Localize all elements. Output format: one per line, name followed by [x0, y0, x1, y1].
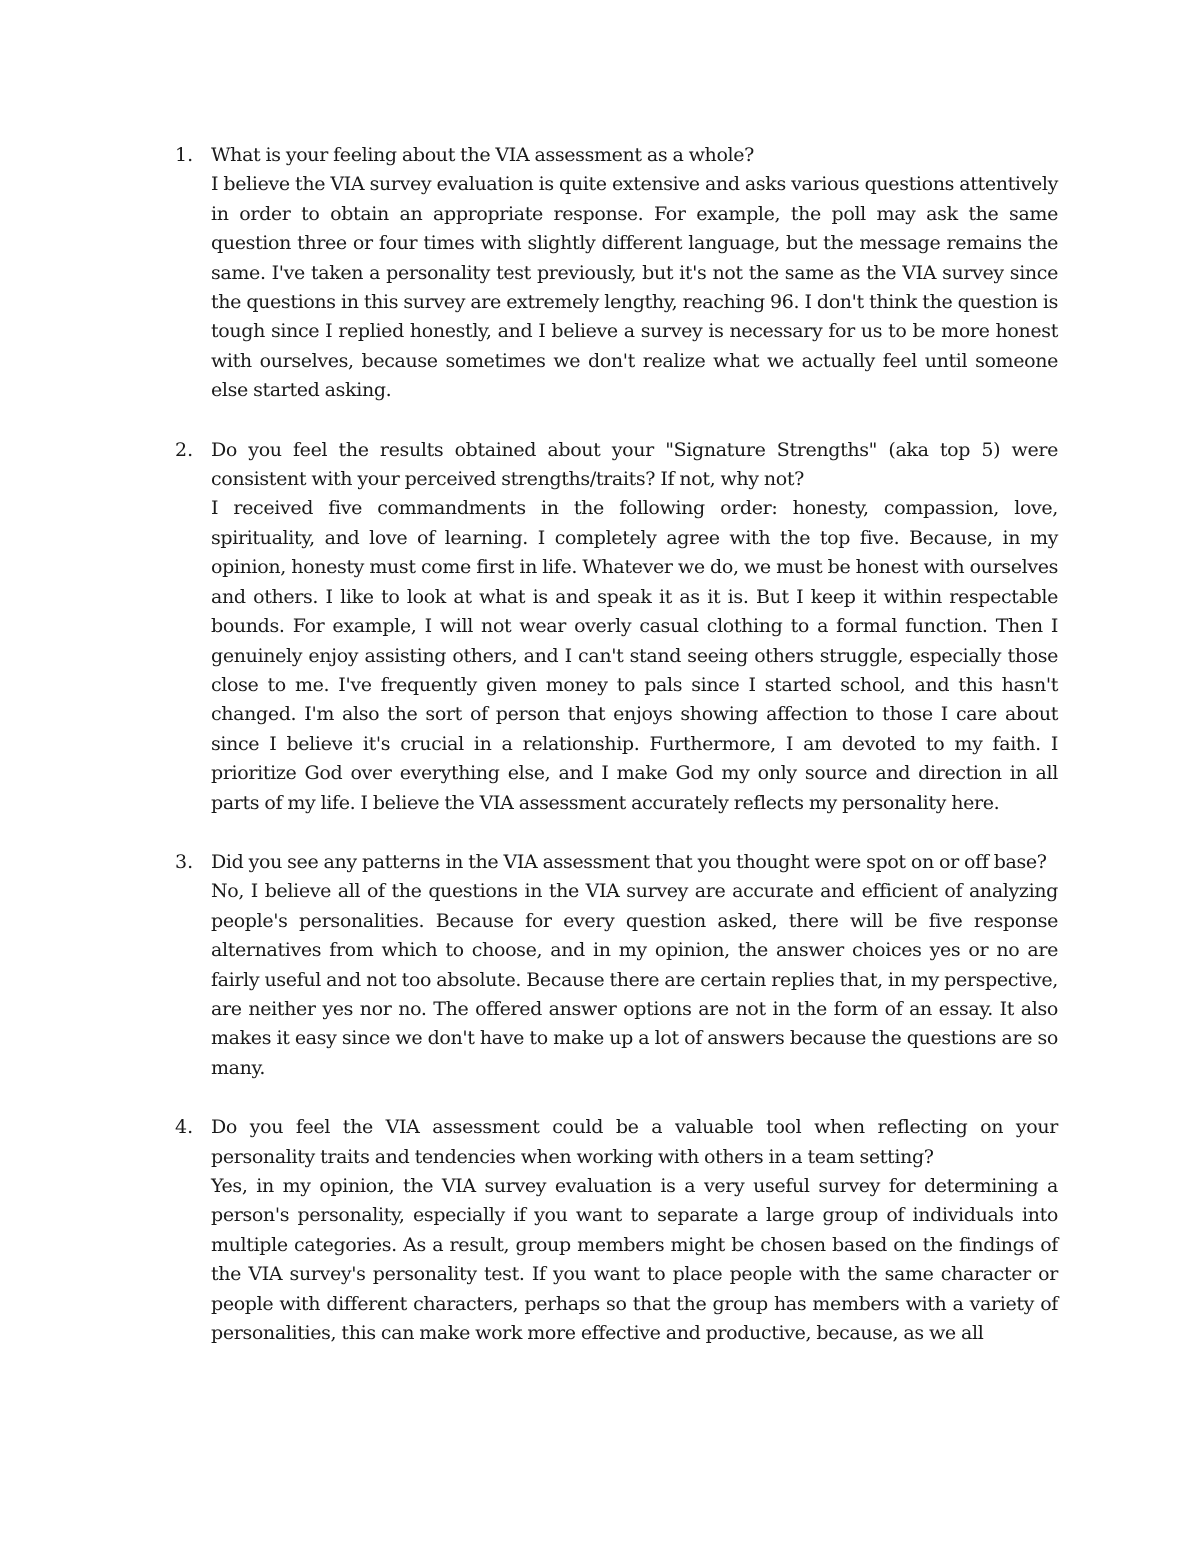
question-text: Do you feel the results obtained about your "Signature Strengths" (aka top 5) were consistent with your perceived strengths/traits? If not, why not?	[211, 438, 1058, 491]
question-number: 4.	[175, 1116, 194, 1139]
question-text: Did you see any patterns in the VIA assessment that you thought were spot on or off base?	[211, 850, 1047, 873]
question-item-1	[170, 141, 1058, 406]
answer-text: I believe the VIA survey evaluation is quite extensive and asks various questions attentively in order to obtain an appropriate response. For example, the poll may ask the same question three or four times with slightly different language, but the message remains the same. I've taken a personality test previously, but it's not the same as the VIA survey since the questions in this survey are extremely lengthy, reaching 96. I don't think the question is tough since I replied honestly, and I believe a survey is necessary for us to be more honest with ourselves, because sometimes we don't realize what we actually feel until someone else started asking.	[211, 173, 1058, 402]
question-text: What is your feeling about the VIA assessment as a whole?	[211, 144, 754, 166]
answer-text: No, I believe all of the questions in the VIA survey are accurate and efficient of analyzing people's personalities. Because for every question asked, there will be five response alternatives from which to choose, and in my opinion, the answer choices yes or no are fairly useful and not too absolute. Because there are certain replies that, in my perspective, are neither yes nor no. The offered answer options are not in the form of an essay. It also makes it easy since we don't have to make up a lot of answers because the questions are so many.	[211, 880, 1058, 1079]
question-item-2	[170, 436, 1058, 818]
question-number: 1.	[175, 144, 194, 166]
question-number: 3.	[175, 850, 194, 873]
question-list	[170, 141, 1058, 1378]
question-item-4	[170, 1113, 1058, 1348]
question-text: Do you feel the VIA assessment could be a valuable tool when reflecting on your personality traits and tendencies when working with others in a team setting?	[211, 1116, 1058, 1168]
answer-text: Yes, in my opinion, the VIA survey evaluation is a very useful survey for determining a person's personality, especially if you want to separate a large group of individuals into multiple categories. As a result, group members might be chosen based on the findings of the VIA survey's personality test. If you want to place people with the same character or people with different characters, perhaps so that the group has members with a variety of personalities, this can make work more effective and productive, because, as we all	[211, 1175, 1058, 1345]
answer-text: I received five commandments in the following order: honesty, compassion, love, spirituality, and love of learning. I completely agree with the top five. Because, in my opinion, honesty must come first in life. Whatever we do, we must be honest with ourselves and others. I like to look at what is and speak it as it is. But I keep it within respectable bounds. For example, I will not wear overly casual clothing to a formal function. Then I genuinely enjoy assisting others, and I can't stand seeing others struggle, especially those close to me. I've frequently given money to pals since I started school, and this hasn't changed. I'm also the sort of person that enjoys showing affection to those I care about since I believe it's crucial in a relationship. Furthermore, I am devoted to my faith. I prioritize God over everything else, and I make God my only source and direction in all parts of my life. I believe the VIA assessment accurately reflects my personality here.	[211, 497, 1058, 814]
question-item-3	[170, 848, 1058, 1083]
question-number: 2.	[175, 438, 194, 461]
